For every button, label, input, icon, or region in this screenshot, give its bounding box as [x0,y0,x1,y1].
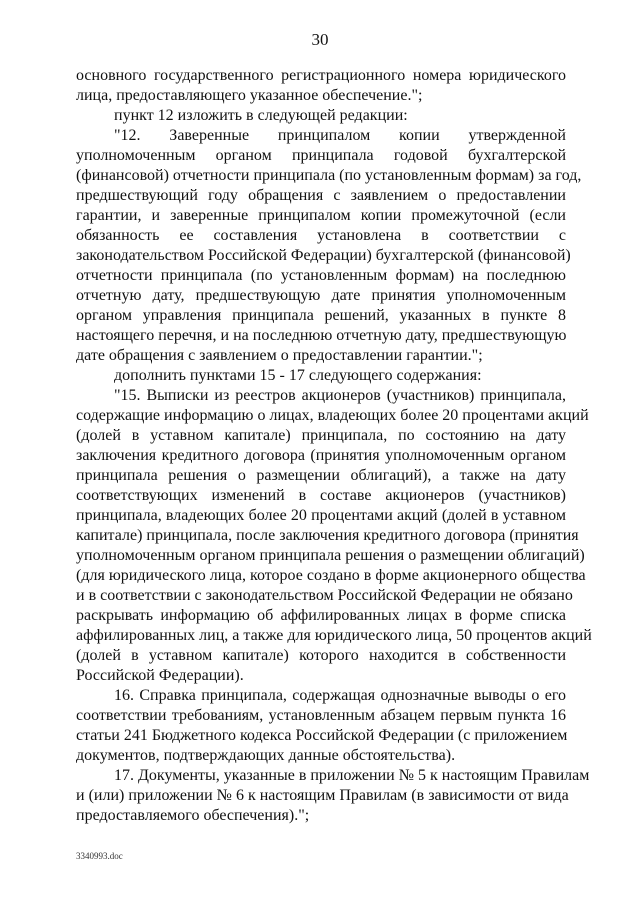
text-line: "15. Выписки из реестров акционеров (участников) принципала, [114,387,566,404]
page-number: 30 [311,30,329,49]
text-line: пункт 12 изложить в следующей редакции: [114,107,408,124]
text-line: дате обращения с заявлением о предоставлении гарантии."; [76,347,483,364]
text-line: раскрывать информацию об аффилированных лицах в форме списка [76,607,566,624]
text-line: 17. Документы, указанные в приложении № 5 к настоящим Правилам [114,767,590,784]
text-line: уполномоченным органом принципала годовой бухгалтерской [76,147,566,164]
text-line: уполномоченным органом принципала решения о размещении облигаций) [76,547,585,564]
text-line: "12. Заверенные принципалом копии утвержденной [114,127,566,144]
text-line: Российской Федерации). [76,667,244,684]
text-line: настоящего перечня, и на последнюю отчетную дату, предшествующую [76,327,567,344]
text-line: (долей в уставном капитале) которого находится в собственности [76,647,566,664]
text-line: содержащие информацию о лицах, владеющих более 20 процентами акций [76,407,589,424]
text-line: законодательством Российской Федерации) бухгалтерской (финансовой) [76,247,571,264]
text-line: заключения кредитного договора (принятия уполномоченным органом [76,447,566,464]
text-line: статьи 241 Бюджетного кодекса Российской Федерации (с приложением [76,727,568,744]
text-line: органом управления принципала решений, указанных в пункте 8 [76,307,566,324]
document-filename: 3340993.doc [76,851,123,861]
text-line: обязанность ее составления установлена в соответствии с [76,227,566,244]
text-line: аффилированных лиц, а также для юридического лица, 50 процентов акций [76,627,592,644]
text-line: соответствии требованиям, установленным абзацем первым пункта 16 [76,707,566,724]
text-line: 16. Справка принципала, содержащая однозначные выводы о его [114,687,566,704]
text-line: (финансовой) отчетности принципала (по установленным формам) за год, [76,167,582,184]
text-line: и (или) приложении № 6 к настоящим Правилам (в зависимости от вида [76,787,569,804]
text-line: предоставляемого обеспечения)."; [76,807,310,824]
text-line: и в соответствии с законодательством Российской Федерации не обязано [76,587,573,604]
text-line: лица, предоставляющего указанное обеспечение."; [76,87,423,104]
text-line: основного государственного регистрационного номера юридического [76,67,566,84]
text-line: (долей в уставном капитале) принципала, по состоянию на дату [76,427,566,444]
text-line: (для юридического лица, которое создано в форме акционерного общества [76,567,586,584]
text-line: дополнить пунктами 15 - 17 следующего содержания: [114,367,482,384]
text-line: соответствующих изменений в составе акционеров (участников) [76,487,566,504]
text-line: предшествующий году обращения с заявлением о предоставлении [76,187,566,204]
text-line: принципала, владеющих более 20 процентами акций (долей в уставном [76,507,566,524]
text-line: отчетности принципала (по установленным формам) на последнюю [76,267,566,284]
text-line: принципала решения о размещении облигаций), а также на дату [76,467,566,484]
document-body [76,66,592,826]
text-line: гарантии, и заверенные принципалом копии промежуточной (если [76,207,566,224]
text-line: документов, подтверждающих данные обстоятельства). [76,747,456,764]
text-line: капитале) принципала, после заключения кредитного договора (принятия [76,527,579,544]
text-line: отчетную дату, предшествующую дате принятия уполномоченным [76,287,566,304]
